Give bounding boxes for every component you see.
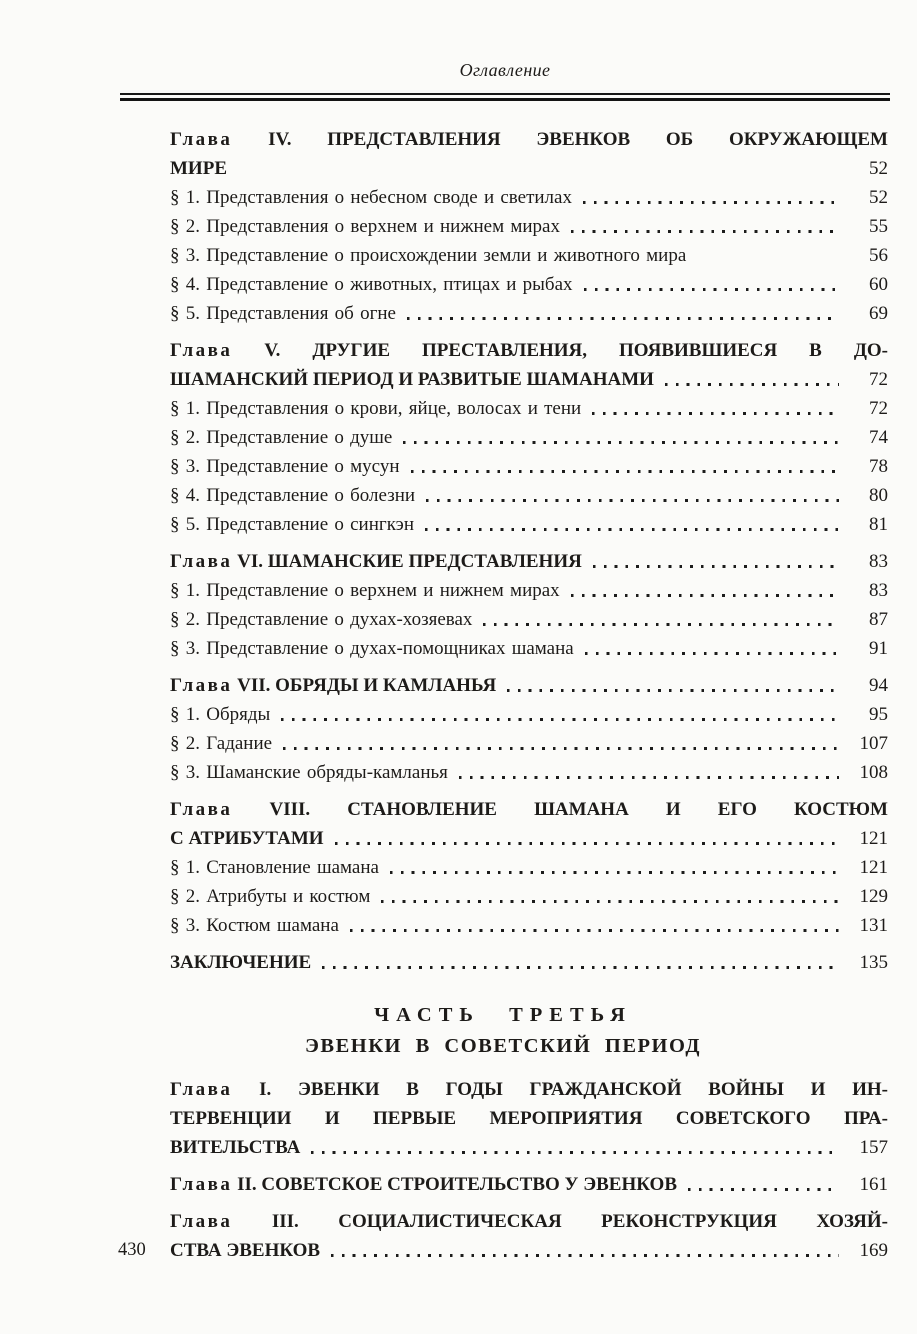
page-number: 74: [869, 427, 888, 448]
toc-entry-line: [170, 605, 888, 634]
dot-leader: [320, 1243, 848, 1265]
toc-entry-text: § 5. Представления об огне: [170, 303, 396, 324]
toc-entry: [170, 795, 888, 853]
page-number: 135: [859, 952, 888, 973]
chapter-label: Глава: [170, 551, 233, 572]
toc-entry-line: [170, 423, 888, 452]
dot-leader: [582, 554, 848, 576]
dot-leader: [379, 860, 848, 882]
dot-leader: [311, 955, 848, 977]
toc-entry: [170, 241, 888, 270]
toc-entry: [170, 729, 888, 758]
dot-leader: [270, 707, 848, 729]
toc-entry-text: ШАМАНСКИЙ ПЕРИОД И РАЗВИТЫЕ ШАМАНАМИ: [170, 369, 654, 390]
toc-entry: [170, 605, 888, 634]
toc-entry-line: [170, 948, 888, 977]
dot-leader: [400, 459, 848, 481]
page-number: 83: [869, 551, 888, 572]
dot-leader: [677, 1177, 848, 1199]
page-number: 81: [869, 514, 888, 535]
toc-entry-text: § 3. Шаманские обряды-камланья: [170, 762, 448, 783]
toc-entry-line: [170, 183, 888, 212]
toc-entry-line: [170, 882, 888, 911]
toc-entry-text: Глава VII. ОБРЯДЫ И КАМЛАНЬЯ: [170, 675, 497, 696]
page-number: 72: [869, 398, 888, 419]
toc-entry-line: [170, 824, 888, 853]
toc-entry-line: Глава V. ДРУГИЕ ПРЕСТАВЛЕНИЯ, ПОЯВИВШИЕСЯ В ДО-: [170, 340, 888, 361]
toc-entry-text: § 2. Представление о духах-хозяевах: [170, 609, 473, 630]
chapter-label: Глава: [170, 1079, 233, 1100]
dot-leader: [392, 430, 848, 452]
dot-leader: [581, 401, 848, 423]
toc-entry-line: Глава III. СОЦИАЛИСТИЧЕСКАЯ РЕКОНСТРУКЦИЯ ХОЗЯЙ-: [170, 1211, 888, 1232]
page-number: 60: [869, 274, 888, 295]
toc-entry-text: § 4. Представление о болезни: [170, 485, 416, 506]
page-number: 169: [859, 1240, 888, 1261]
toc-entry-line: Глава IV. ПРЕДСТАВЛЕНИЯ ЭВЕНКОВ ОБ ОКРУЖАЮЩЕМ: [170, 129, 888, 150]
page-number: 56: [869, 245, 888, 266]
part-heading: [144, 1000, 862, 1062]
toc-entry-text: § 3. Представление о мусун: [170, 456, 400, 477]
dot-leader: [415, 488, 848, 510]
toc-entry: [170, 270, 888, 299]
page-number: 157: [859, 1137, 888, 1158]
dot-leader: [414, 517, 848, 539]
chapter-label: Глава: [170, 1211, 233, 1232]
dot-leader: [574, 641, 848, 663]
page-number: 129: [859, 886, 888, 907]
dot-leader: [572, 190, 848, 212]
toc-section-part3: [170, 1075, 888, 1265]
chapter-label: Глава: [170, 129, 233, 150]
toc-entry: [170, 394, 888, 423]
page-number: 83: [869, 580, 888, 601]
toc-entry: [170, 853, 888, 882]
page-number: 91: [869, 638, 888, 659]
toc-section-part2: [170, 125, 888, 977]
dot-leader: [272, 736, 848, 758]
page-number: 94: [869, 675, 888, 696]
toc-entry-text: Глава VI. ШАМАНСКИЕ ПРЕДСТАВЛЕНИЯ: [170, 551, 582, 572]
toc-entry-line: [170, 452, 888, 481]
dot-leader: [560, 219, 848, 241]
toc-entry-line: [170, 853, 888, 882]
dot-leader: [654, 372, 848, 394]
toc-entry-line: [170, 700, 888, 729]
toc-entry-text: § 3. Представление о происхождении земли и животного мира: [170, 245, 687, 266]
contents-title: Оглавление: [459, 60, 551, 80]
chapter-label: Глава: [170, 1174, 233, 1195]
toc-entry-line: [170, 154, 888, 183]
toc-entry-line: [170, 299, 888, 328]
dot-leader: [686, 248, 848, 270]
toc-entry-text: СТВА ЭВЕНКОВ: [170, 1240, 321, 1261]
toc-entry: [170, 700, 888, 729]
dot-leader: [370, 889, 848, 911]
toc-entry-line: Глава VIII. СТАНОВЛЕНИЕ ШАМАНА И ЕГО КОСТЮМ: [170, 799, 888, 820]
page-number: 121: [859, 828, 888, 849]
page-number: 107: [859, 733, 888, 754]
page-number: 80: [869, 485, 888, 506]
toc-entry-line: Глава I. ЭВЕНКИ В ГОДЫ ГРАЖДАНСКОЙ ВОЙНЫ И ИН-: [170, 1079, 888, 1100]
toc-entry-line: [170, 547, 888, 576]
toc-entry: [170, 576, 888, 605]
toc-entry: [170, 336, 888, 394]
toc-entry-text: МИРЕ: [170, 158, 227, 179]
dot-leader: [227, 161, 848, 183]
toc-entry: [170, 299, 888, 328]
dot-leader: [560, 583, 848, 605]
toc-entry-line: [170, 729, 888, 758]
toc-entry-text: ЗАКЛЮЧЕНИЕ: [170, 952, 312, 973]
toc-entry-text: § 4. Представление о животных, птицах и рыбах: [170, 274, 573, 295]
toc-entry-text: § 5. Представление о сингкэн: [170, 514, 414, 535]
toc-entry-text: Глава II. СОВЕТСКОЕ СТРОИТЕЛЬСТВО У ЭВЕНКОВ: [170, 1174, 678, 1195]
toc-entry-text: § 1. Становление шамана: [170, 857, 379, 878]
toc-entry: [170, 634, 888, 663]
toc-entry: [170, 212, 888, 241]
toc-entry-line: [170, 241, 888, 270]
dot-leader: [448, 765, 848, 787]
chapter-label: Глава: [170, 799, 233, 820]
toc-entry-line: [170, 758, 888, 787]
toc-entry: [170, 671, 888, 700]
page-number: 55: [869, 216, 888, 237]
page-number: 78: [869, 456, 888, 477]
dot-leader: [472, 612, 848, 634]
page-number: 95: [869, 704, 888, 725]
toc-entry-text: ВИТЕЛЬСТВА: [170, 1137, 301, 1158]
dot-leader: [300, 1140, 848, 1162]
page-number: 121: [859, 857, 888, 878]
toc-entry-line: [170, 1170, 888, 1199]
page-number: 69: [869, 303, 888, 324]
toc-entry-text: С АТРИБУТАМИ: [170, 828, 324, 849]
toc-entry-line: [170, 576, 888, 605]
toc-entry-text: § 1. Представления о небесном своде и светилах: [170, 187, 572, 208]
folio-page-number: 430: [118, 1240, 146, 1260]
page-number: 52: [869, 187, 888, 208]
table-of-contents: [170, 117, 888, 1265]
toc-entry-line: [170, 1133, 888, 1162]
toc-entry-text: § 2. Атрибуты и костюм: [170, 886, 371, 907]
toc-entry-text: § 1. Обряды: [170, 704, 271, 725]
toc-entry-line: ТЕРВЕНЦИИ И ПЕРВЫЕ МЕРОПРИЯТИЯ СОВЕТСКОГО ПРА-: [170, 1108, 888, 1129]
part-title-line2: ЭВЕНКИ В СОВЕТСКИЙ ПЕРИОД: [305, 1035, 701, 1057]
toc-entry-text: § 3. Представление о духах-помощниках шамана: [170, 638, 574, 659]
toc-entry-text: § 3. Костюм шамана: [170, 915, 339, 936]
toc-entry: [170, 183, 888, 212]
toc-entry-text: § 2. Гадание: [170, 733, 273, 754]
toc-entry: [170, 948, 888, 977]
dot-leader: [396, 306, 848, 328]
chapter-label: Глава: [170, 675, 233, 696]
toc-entry-text: § 1. Представление о верхнем и нижнем мирах: [170, 580, 560, 601]
toc-entry: [170, 1075, 888, 1162]
toc-entry: [170, 882, 888, 911]
toc-entry: [170, 510, 888, 539]
toc-entry: [170, 452, 888, 481]
dot-leader: [324, 831, 848, 853]
toc-entry-line: [170, 365, 888, 394]
toc-entry-line: [170, 212, 888, 241]
toc-entry-line: [170, 481, 888, 510]
toc-entry: [170, 481, 888, 510]
toc-entry: [170, 1207, 888, 1265]
page-number: 87: [869, 609, 888, 630]
toc-entry-line: [170, 634, 888, 663]
page-number: 52: [869, 158, 888, 179]
toc-entry: [170, 911, 888, 940]
toc-entry-line: [170, 911, 888, 940]
page-number: 72: [869, 369, 888, 390]
toc-entry-line: [170, 394, 888, 423]
toc-entry-text: § 2. Представление о душе: [170, 427, 393, 448]
part-title-line1: ЧАСТЬ ТРЕТЬЯ: [374, 1004, 632, 1026]
dot-leader: [496, 678, 848, 700]
page-number: 161: [859, 1174, 888, 1195]
header-double-rule: [120, 93, 890, 101]
dot-leader: [573, 277, 848, 299]
toc-entry-line: [170, 510, 888, 539]
toc-entry: [170, 423, 888, 452]
page-running-header: [120, 60, 890, 81]
toc-entry: [170, 547, 888, 576]
toc-entry-text: § 2. Представления о верхнем и нижнем мирах: [170, 216, 560, 237]
page-number: 131: [859, 915, 888, 936]
toc-entry: [170, 758, 888, 787]
toc-entry-line: [170, 270, 888, 299]
toc-entry: [170, 1170, 888, 1199]
toc-entry-line: [170, 671, 888, 700]
dot-leader: [339, 918, 848, 940]
toc-entry-text: § 1. Представления о крови, яйце, волосах и тени: [170, 398, 582, 419]
page-number: 108: [859, 762, 888, 783]
toc-entry: [170, 125, 888, 183]
toc-entry-line: [170, 1236, 888, 1265]
chapter-label: Глава: [170, 340, 233, 361]
